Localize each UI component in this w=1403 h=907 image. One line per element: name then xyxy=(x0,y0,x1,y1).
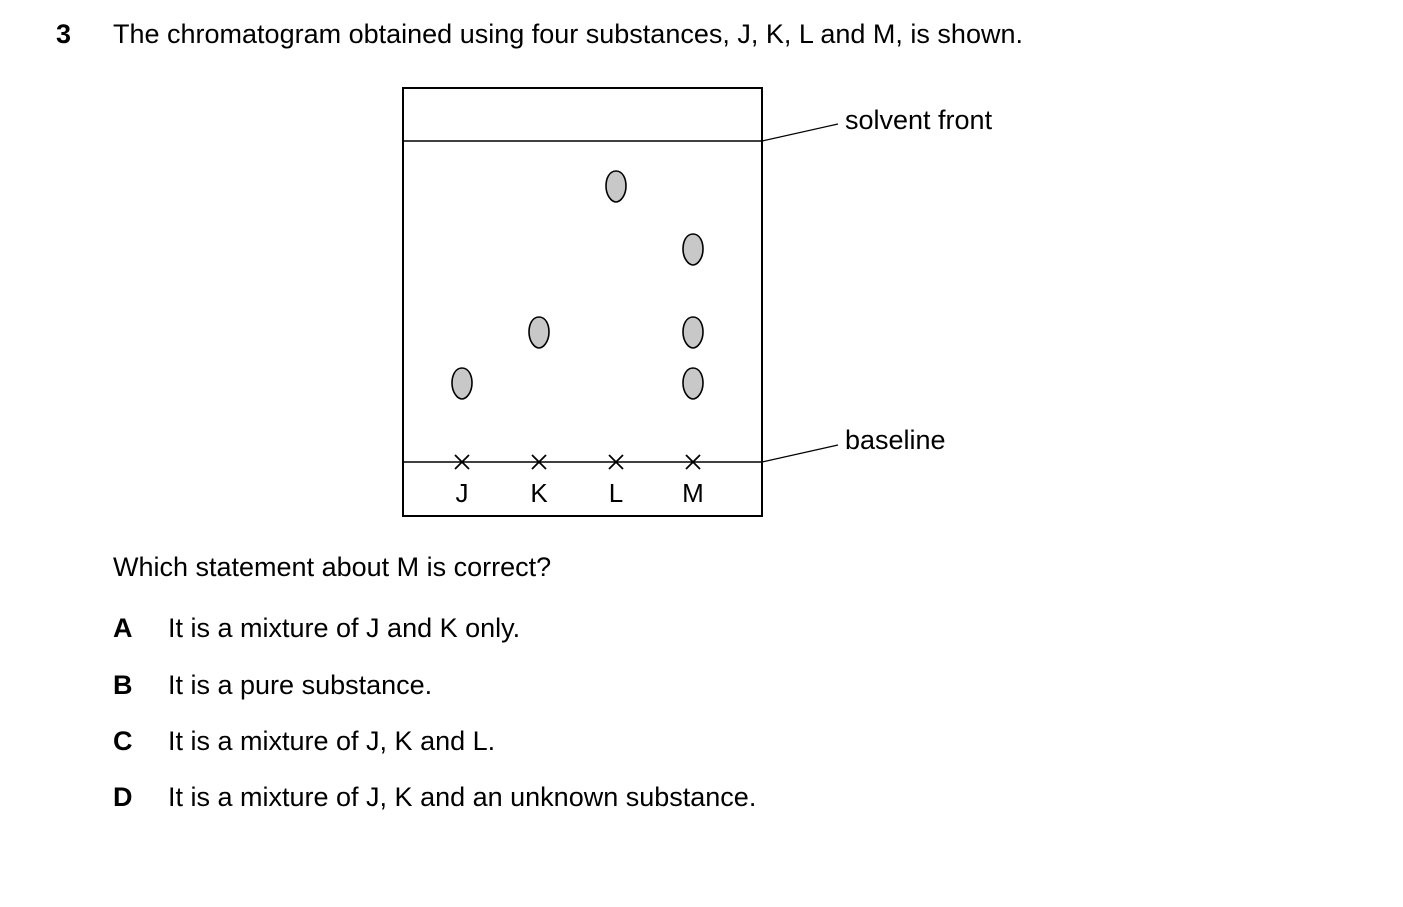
option-letter: A xyxy=(113,613,133,643)
option-text: It is a pure substance. xyxy=(168,670,433,700)
spot-m-top xyxy=(683,234,703,265)
lane-label-j: J xyxy=(455,478,469,508)
chromatography-paper xyxy=(403,88,762,516)
solvent-front-label: solvent front xyxy=(845,105,993,135)
spot-l xyxy=(606,171,626,202)
solvent-front-leader xyxy=(762,124,838,141)
lane-label-k: K xyxy=(530,478,548,508)
spots xyxy=(452,171,703,399)
option-letter: D xyxy=(113,782,133,812)
baseline-label: baseline xyxy=(845,425,946,455)
spot-m-middle xyxy=(683,317,703,348)
option-text: It is a mixture of J and K only. xyxy=(168,613,521,643)
question-number: 3 xyxy=(56,19,72,49)
option-letter: C xyxy=(113,726,133,756)
question-prompt: Which statement about M is correct? xyxy=(113,552,552,582)
baseline-leader xyxy=(762,445,838,462)
option-letter: B xyxy=(113,670,133,700)
spot-j xyxy=(452,368,472,399)
lane-label-m: M xyxy=(682,478,704,508)
spot-m-bottom xyxy=(683,368,703,399)
option-text: It is a mixture of J, K and an unknown substance. xyxy=(168,782,757,812)
question-stem: The chromatogram obtained using four substances, J, K, L and M, is shown. xyxy=(113,19,1023,49)
lane-label-l: L xyxy=(608,478,624,508)
spot-k xyxy=(529,317,549,348)
option-text: It is a mixture of J, K and L. xyxy=(168,726,496,756)
